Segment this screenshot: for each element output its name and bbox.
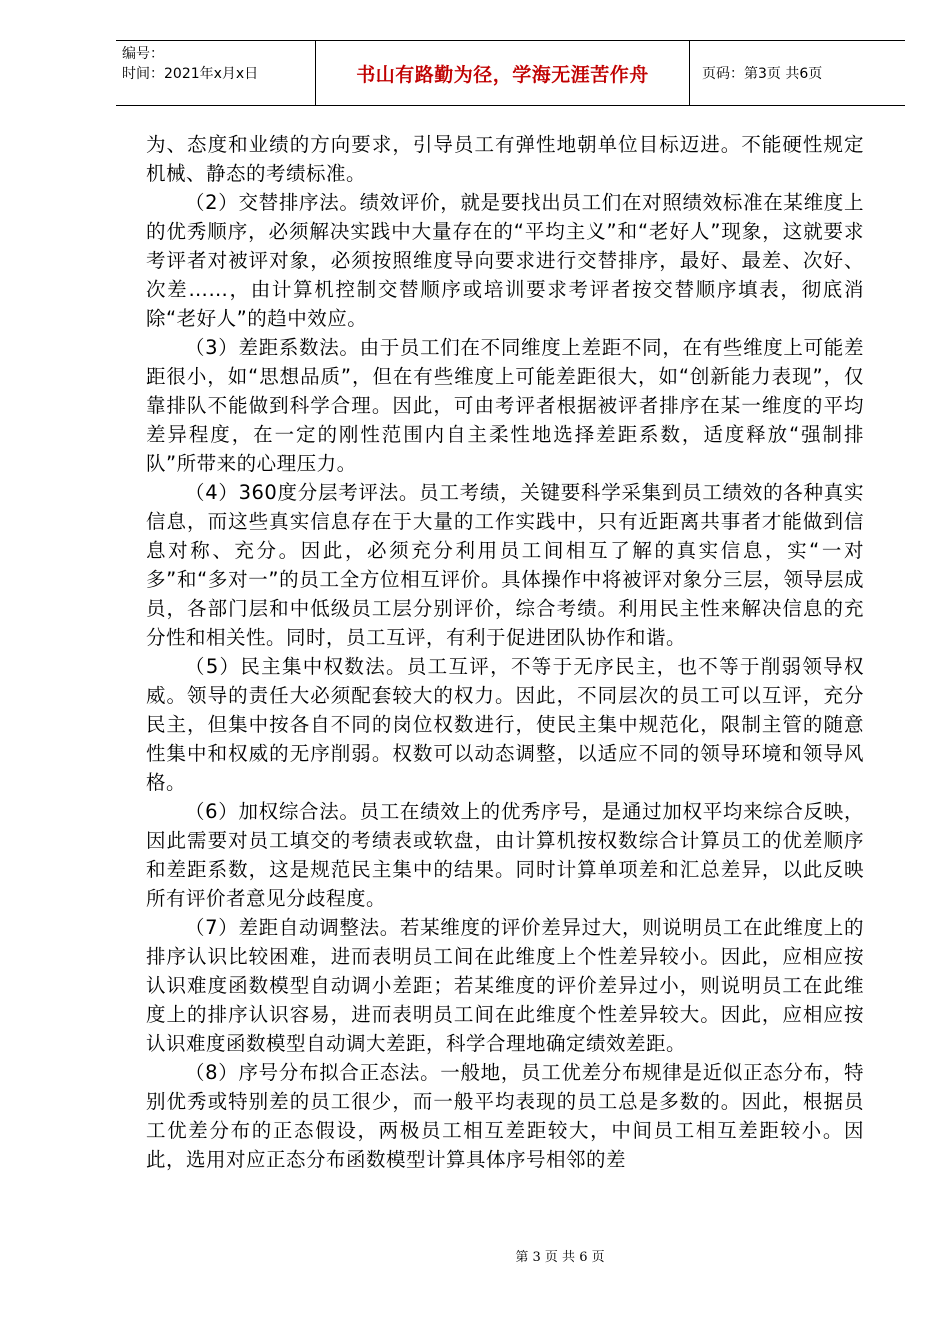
page-label-cell [690,41,905,105]
paragraph-gap-auto-adjust: （7）差距自动调整法。若某维度的评价差异过大，则说明员工在此维度上的排序认识比较困难，进而表明员工间在此维度上个性差异较小。因此，应相应按认识难度函数模型自动调小差距；若某维度的评价差异过小，则说明员工在此维度上的排序认识容易，进而表明员工间在此维度个性差异较大。因此，应相应按认识难度函数模型自动调大差距，科学合理地确定绩效差距。 [146,916,864,1055]
paragraph-360-degree: （4）360度分层考评法。员工考绩，关键要科学采集到员工绩效的各种真实信息，而这些真实信息存在于大量的工作实践中，只有近距离共事者才能做到信息对称、充分。因此，必须充分利用员工间相互了解的真实信息，实“一对多”和“多对一”的员工全方位相互评价。具体操作中将被评对象分三层，领导层成员，各部门层和中低级员工层分别评价，综合考绩。利用民主性来解决信息的充分性和相关性。同时，员工互评，有利于促进团队协作和谐。 [146,481,864,649]
number-label: 编号： [122,46,164,62]
paragraph-normal-fit: （8）序号分布拟合正态法。一般地，员工优差分布规律是近似正态分布，特别优秀或特别差的员工很少，而一般平均表现的员工总是多数的。因此，根据员工优差分布的正态假设，两极员工相互差距较大，中间员工相互差距较小。因此，选用对应正态分布函数模型计算具体序号相邻的差 [146,1061,864,1171]
paragraph-democratic-weight: （5）民主集中权数法。员工互评，不等于无序民主，也不等于削弱领导权威。领导的责任大必须配套较大的权力。因此，不同层次的员工可以互评，充分民主，但集中按各自不同的岗位权数进行，使民主集中规范化，限制主管的随意性集中和权威的无序削弱。权数可以动态调整，以适应不同的领导环境和领导风格。 [146,655,864,794]
document-body [146,130,864,1174]
paragraph-alternating-rank: （2）交替排序法。绩效评价，就是要找出员工们在对照绩效标准在某维度上的优秀顺序，必须解决实践中大量存在的“平均主义”和“老好人”现象，这就要求考评者对被评对象，必须按照维度导向要求进行交替排序，最好、最差、次好、次差……，由计算机控制交替顺序或培训要求考评者按交替顺序填表，彻底消除“老好人”的趋中效应。 [146,191,864,330]
paragraph-weighted-synthesis: （6）加权综合法。员工在绩效上的优秀序号，是通过加权平均来综合反映，因此需要对员工填交的考绩表或软盘，由计算机按权数综合计算员工的优差顺序和差距系数，这是规范民主集中的结果。同时计算单项差和汇总差异，以此反映所有评价者意见分歧程度。 [146,800,864,910]
footer-page-number: 第 3 页 共 6 页 [515,1250,605,1265]
paragraph-continued: 为、态度和业绩的方向要求，引导员工有弹性地朝单位目标迈进。不能硬性规定机械、静态的考绩标准。 [146,133,864,185]
page-footer [0,1246,950,1265]
header-meta-cell [116,41,316,105]
time-label: 时间：2021年x月x日 [122,66,259,82]
motto-cell [316,41,690,105]
page-label: 页码：第3页 共6页 [702,66,823,82]
motto-text: 书山有路勤为径，学海无涯苦作舟 [356,63,649,86]
header-table [116,40,905,106]
paragraph-gap-coefficient: （3）差距系数法。由于员工们在不同维度上差距不同，在有些维度上可能差距很小，如“思想品质”，但在有些维度上可能差距很大，如“创新能力表现”，仅靠排队不能做到科学合理。因此，可由考评者根据被评者排序在某一维度的平均差异程度，在一定的刚性范围内自主柔性地选择差距系数，适度释放“强制排队”所带来的心理压力。 [146,336,864,475]
